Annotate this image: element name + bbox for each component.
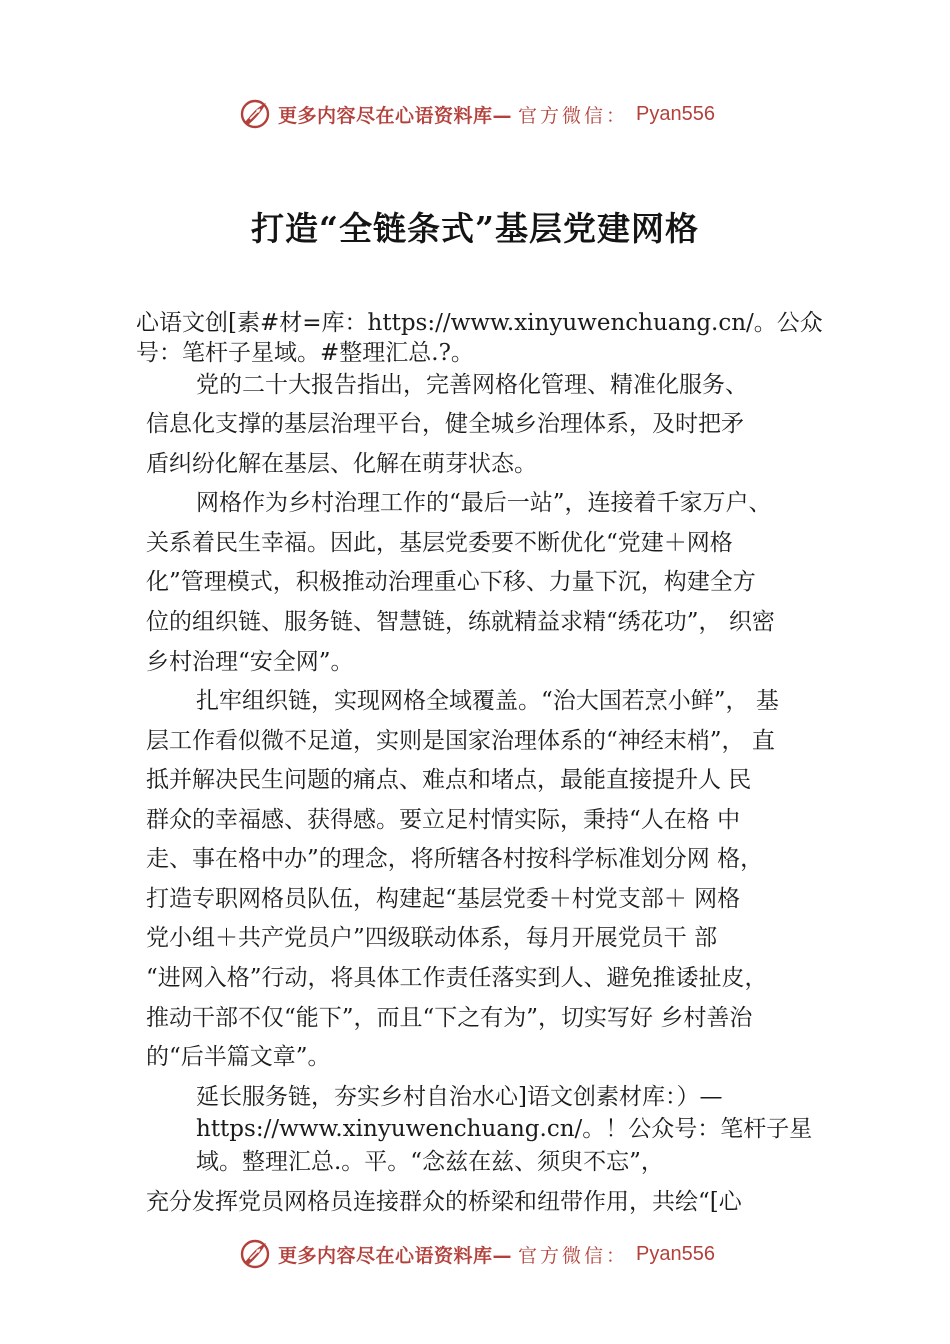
- banner-slogan: 更多内容尽在心语资料库—: [278, 104, 513, 127]
- text-line: 位的组织链、服务链、智慧链，练就精益求精“绣花功”， 织密: [146, 609, 775, 635]
- text-line: 党的二十大报告指出，完善网格化管理、精准化服务、: [196, 372, 748, 398]
- header-watermark-banner: [238, 96, 715, 132]
- text-line: 抵并解决民生问题的痛点、难点和堵点，最能直接提升人 民: [146, 767, 752, 793]
- text-line: 网格作为乡村治理工作的“最后一站”，连接着千家万户、: [196, 490, 772, 516]
- text-line: “进网入格”行动，将具体工作责任落实到人、避免推诿扯皮，: [146, 965, 768, 991]
- text-line: 乡村治理“安全网”。: [146, 649, 354, 675]
- text-line: 层工作看似微不足道，实则是国家治理体系的“神经末梢”， 直: [146, 728, 775, 754]
- text-line: 扎牢组织链，实现网格全域覆盖。“治大国若烹小鲜”， 基: [196, 688, 779, 714]
- document-title: 打造“全链条式”基层党建网格: [251, 209, 699, 248]
- pen-nib-logo-icon: [238, 97, 272, 131]
- text-line: 延长服务链，夯实乡村自治水心]语文创素材库：）—: [196, 1084, 723, 1110]
- text-line: 党小组＋共产党员户”四级联动体系，每月开展党员干 部: [146, 925, 718, 951]
- text-line: 心语文创[素#材=库：https://www.xinyuwenchuang.cn/。公众: [136, 310, 823, 336]
- text-line: 信息化支撑的基层治理平台，健全城乡治理体系，及时把矛: [146, 411, 744, 437]
- banner-wechat-id: Pyan556: [636, 1242, 715, 1265]
- text-line: 打造专职网格员队伍，构建起“基层党委＋村党支部＋ 网格: [146, 886, 741, 912]
- text-line: 化”管理模式，积极推动治理重心下移、力量下沉，构建全方: [146, 569, 756, 595]
- text-line: 推动干部不仅“能下”，而且“下之有为”，切实写好 乡村善治: [146, 1005, 753, 1031]
- text-line: 群众的幸福感、获得感。要立足村情实际，秉持“人在格 中: [146, 807, 741, 833]
- text-line: 充分发挥党员网格员连接群众的桥梁和纽带作用，共绘“[心: [146, 1189, 742, 1215]
- text-line: 盾纠纷化解在基层、化解在萌芽状态。: [146, 451, 537, 477]
- text-line: 关系着民生幸福。因此，基层党委要不断优化“党建＋网格: [146, 530, 733, 556]
- footer-watermark-banner: [238, 1236, 715, 1272]
- text-line: 域。整理汇总.。平。“念兹在兹、须臾不忘”，: [196, 1149, 664, 1175]
- text-line: 的“后半篇文章”。: [146, 1044, 331, 1070]
- banner-wechat-id: Pyan556: [636, 102, 715, 125]
- banner-slogan: 更多内容尽在心语资料库—: [278, 1244, 513, 1267]
- banner-wechat-label: 官方微信：: [518, 104, 629, 127]
- text-line: https://www.xinyuwenchuang.cn/。！公众号：笔杆子星: [196, 1116, 813, 1142]
- text-line: 走、事在格中办”的理念，将所辖各村按科学标准划分网 格，: [146, 846, 764, 872]
- pen-nib-logo-icon: [238, 1237, 272, 1271]
- banner-wechat-label: 官方微信：: [518, 1244, 629, 1267]
- text-line: 号：笔杆子星域。#整理汇总.?。: [136, 340, 474, 366]
